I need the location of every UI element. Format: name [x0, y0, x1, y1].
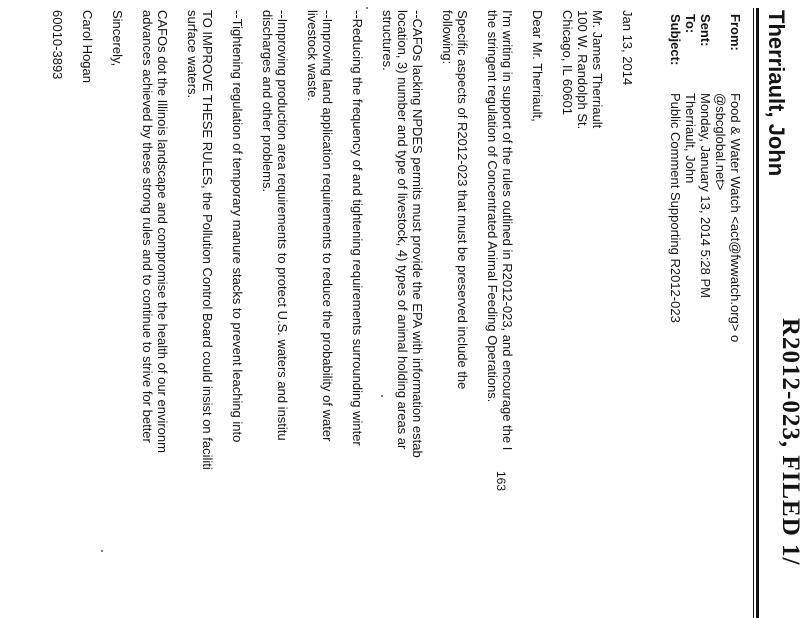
intro-line: I'm writing in support of the rules outlined in R2012-023, and encourage the I: [500, 10, 515, 451]
address-line: 100 W. Randolph St.: [575, 10, 590, 130]
sent-value: Monday, January 13, 2014 5:28 PM: [698, 93, 713, 298]
closing-para-2-line: advances achieved by these strong rules and to continue to strive for better: [140, 10, 155, 443]
subject-value: Public Comment Supporting R2012-023: [668, 93, 683, 323]
scan-speck: [366, 7, 368, 9]
point-2-line: --Reducing the frequency of and tightening requirements surrounding winter: [350, 10, 365, 446]
header-rule-thin: [753, 8, 754, 618]
header-rule-thick: [756, 8, 759, 618]
specific-line: following:: [440, 10, 455, 65]
subject-label: Subject:: [668, 14, 683, 66]
address-line: Mr. James Therriault: [590, 10, 605, 129]
to-value: Therriault, John: [683, 93, 698, 184]
point-4-line: --Improving production area requirements to protect U.S. waters and institu: [275, 10, 290, 441]
signature-zip: 60010-3893: [50, 10, 65, 80]
closing-para-2-line: CAFOs dot the Illinois landscape and compromise the health of our environm: [155, 10, 170, 453]
scan-speck: [381, 395, 383, 397]
point-1-line: location, 3) number and type of livestock, 4) types of animal holding areas ar: [395, 10, 410, 450]
sent-label: Sent:: [698, 14, 713, 47]
point-5-line: --Tightening regulation of temporary manure stacks to prevent leaching into: [230, 10, 245, 443]
point-4-line: discharges and other problems.: [260, 10, 275, 193]
closing-para-1-line: TO IMPROVE THESE RULES, the Pollution Control Board could insist on faciliti: [200, 10, 215, 470]
from-value-line2: @sbcglobal.net>: [713, 93, 728, 191]
filing-stamp: R2012-023, FILED 1/: [777, 318, 804, 566]
specific-line: Specific aspects of R2012-023 that must be preserved include the: [455, 10, 470, 390]
from-value-line1: Food & Water Watch <act@fwwatch.org> o: [728, 93, 743, 343]
to-label: To:: [683, 14, 698, 34]
intro-line: the stringent regulation of Concentrated Animal Feeding Operations.: [485, 10, 500, 403]
signoff: Sincerely,: [110, 10, 125, 67]
from-label: From:: [728, 14, 743, 51]
point-3-line: --Improving land application requirements to reduce the probability of water: [320, 10, 335, 442]
salutation: Dear Mr. Therriault,: [530, 10, 545, 122]
scan-speck: [101, 550, 103, 552]
point-1-line: --CAFOs lacking NPDES permits must provide the EPA with information estab: [410, 10, 425, 458]
point-1-line: structures.: [380, 10, 395, 71]
address-line: Chicago, IL 60601: [560, 10, 575, 116]
sender-name: Therriault, John: [764, 10, 789, 177]
point-3-line: livestock waste.: [305, 10, 320, 102]
closing-para-1-line: surface waters.: [185, 10, 200, 99]
page-number: 163: [494, 471, 508, 492]
signature-name: Carol Hogan: [80, 10, 95, 83]
letter-date: Jan 13, 2014: [620, 10, 635, 86]
